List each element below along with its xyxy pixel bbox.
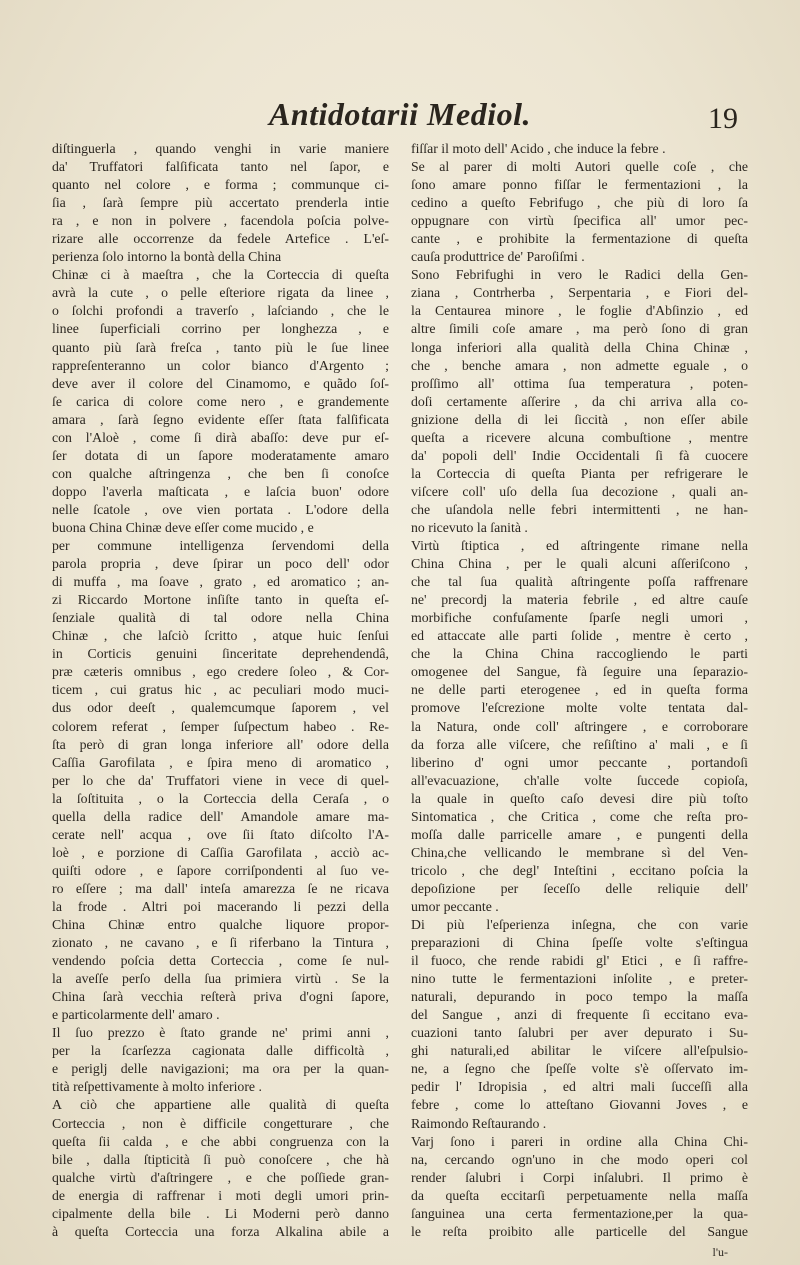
text-line: tricolo , che degl' Inteſtini , eccitano poſcia la [411, 862, 748, 878]
text-line: o ſolchi profondi a traverſo , laſciando , che le [52, 303, 389, 319]
text-line: parola propria , deve ſpirar un poco dell' odor [52, 556, 389, 572]
text-line: che uſandola nelle febri intermittenti , ne han- [411, 501, 748, 517]
text-line: ſe carica di colore come nero , e grandemente [52, 393, 389, 409]
text-line: ne delle parti eterogenee , ed in queſta forma [411, 682, 748, 698]
text-line: per la ſcarſezza cagionata dalle difficoltà , [52, 1043, 389, 1059]
text-line: China China , per le quali alcuni aſſeriſcono , [411, 556, 748, 572]
text-line: rappreſenteranno un color bianco d'Argento ; [52, 357, 389, 373]
text-line: quanto nel colore , e forma ; communque ci- [52, 177, 389, 193]
text-line: ſenziale qualità di tal odore nella China [52, 610, 389, 626]
text-line: perienza ſolo intorno la bontà della China [52, 249, 282, 265]
text-line: à queſta Corteccia una forza Alkalina abile a [52, 1223, 389, 1239]
text-line: altre ſimili coſe amare , ma però ſono di gran [411, 321, 748, 337]
text-line: fiſſar il moto dell' Acido , che induce la febre . [411, 141, 666, 156]
text-line: ſer dotata di un ſapore moderatamente amaro [52, 447, 389, 463]
text-line: promove l'eſcrezione molte volte tentata dal- [411, 700, 748, 716]
text-line: nelle ſcatole , ove vien portata . L'odore della [52, 501, 389, 517]
text-line: nino tutte le fermentazioni inſolite , e preter- [411, 971, 748, 987]
text-line: da forza alle viſcere, che reſiſtino a' mali , e ſi [411, 736, 748, 752]
text-line: queſta a ricevere alcuna combuſtione , mentre [411, 429, 748, 445]
text-line: ziana , Contrherba , Serpentaria , e Fiori del- [411, 285, 748, 301]
text-line: de energia di raffrenar i moti degli umori prin- [52, 1187, 389, 1203]
text-line: depoſizione per ſeceſſo delle reliquie dell' [411, 880, 748, 896]
text-line: ne' precordj la materia febrile , ed altre cauſe [411, 592, 748, 608]
text-line: che la China China raccogliendo le parti [411, 646, 748, 662]
text-line: in Corticis genuini ſinceritate deprehendendâ, [52, 646, 389, 662]
text-line: la frode . Altri poi macerando li pezzi della [52, 898, 389, 914]
text-line: rizare alle occorrenze da fedele Artefice . L'eſ- [52, 231, 389, 247]
text-line: quella della radice dell' Amandole amare ma- [52, 808, 389, 824]
text-line: cauſa produttrice de' Paroſiſmi . [411, 249, 585, 265]
page-header [0, 96, 800, 136]
text-line: Sintomatica , che Critica , come che reſta pro- [411, 808, 748, 824]
text-line: ne, a ſegno che ſpeſſe volte s'è oſſervato im- [411, 1061, 748, 1077]
text-line: omogenee del Sangue, fà ſeguire una ſeparazio- [411, 664, 748, 680]
text-line: dus odor deeſt , qualemcumque ſaporem , vel [52, 700, 389, 716]
text-line: qualche virtù d'aſtringere , e che poſſiede gran- [52, 1169, 389, 1185]
text-line: Sono Febrifughi in vero le Radici della Gen- [411, 267, 748, 283]
text-line: la aveſſe perſo della ſua primiera virtù . Se la [52, 971, 389, 987]
text-line: quanto più ſarà freſca , tanto più le ſue linee [52, 339, 389, 355]
text-line: vendendo poſcia detta Corteccia , come ſe nul- [52, 953, 389, 969]
text-line: China,che vellicando le membrane sì del Ven- [411, 844, 748, 860]
text-line: la quale in queſto caſo devesi dire più toſto [411, 790, 748, 806]
text-line: ro eſſere ; ma dall' inteſa amarezza ſe ne ricava [52, 880, 389, 896]
text-line: Di più l'eſperienza inſegna, che con varie [411, 917, 748, 933]
text-line: da' popoli dell' Indie Occidentali ſi fà cuocere [411, 447, 748, 463]
text-line: Il ſuo prezzo è ſtato grande ne' primi anni , [52, 1025, 389, 1041]
text-line: bile , dalla ſtipticità ſi può conoſcere , che hà [52, 1151, 389, 1167]
text-line: naturali, depurando in poco tempo la maſſa [411, 989, 748, 1005]
text-line: amara , ſarà ſegno evidente eſſer ſtata falſificata [52, 411, 389, 427]
text-line: con qualche aſtringenza , che ben ſi conoſce [52, 465, 389, 481]
text-line: umor peccante . [411, 898, 499, 914]
text-line: buona China Chinæ deve eſſer come mucido , e [52, 519, 314, 535]
text-line: linee ſuperficiali corrino per longhezza , e [52, 321, 389, 337]
text-line: ticem , cui gratus hic , ac peculiari modo muci- [52, 682, 389, 698]
text-line: all'evacuazione, ch'alle volte ſuccede copioſa, [411, 772, 748, 788]
right-column [411, 140, 748, 1259]
text-line: doſi certamente aſſerire , da chi arriva alla co- [411, 393, 748, 409]
text-line: con l'Aloè , come ſi dirà abaſſo: deve pur eſ- [52, 429, 389, 445]
text-line: ghi naturali,ed abilitar le viſcere all'eſpulsio- [411, 1043, 748, 1059]
text-line: quiſti odore , e ſapore corriſpondenti al ſuo ve- [52, 862, 389, 878]
text-line: zionato , ne cavano , e ſi riferbano la Tintura , [52, 935, 389, 951]
text-line: ſia , ſarà ſempre più accertato prenderla intie [52, 195, 389, 211]
text-line: præ cæteris omnibus , ego credere ſoleo , & Cor- [52, 664, 389, 680]
text-line: da' Truffatori falſificata tanto nel ſapor, e [52, 159, 389, 175]
text-line: la Centaurea minore , le foglie d'Abſinzio , ed [411, 303, 748, 319]
catchword: l'u- [712, 1244, 728, 1259]
text-line: che tal ſua qualità aſtringente poſſa raffrenare [411, 574, 748, 590]
text-line: la Natura, onde coll' aſtringere , e corroborare [411, 718, 748, 734]
text-line: Varj ſono i pareri in ordine alla China Chi- [411, 1133, 748, 1149]
text-line: il fuoco, che rende rabidi gl' Etici , e ſi raffre- [411, 953, 748, 969]
text-line: loè , e porzione di Caſſia Garofilata , acciò ac- [52, 844, 389, 860]
text-line: doppo l'averla maſticata , e laſcia buon' odore [52, 483, 389, 499]
text-line: render ſalubri i Corpi inſalubri. Il primo è [411, 1169, 748, 1185]
text-line: Raimondo Reſtaurando . [411, 1115, 547, 1131]
text-line: cuazioni tanto ſalubri per aver depurato i Su- [411, 1025, 748, 1041]
text-line: e periglj delle navigazioni; ma ora per la quan- [52, 1061, 389, 1077]
left-column [52, 140, 389, 1239]
text-line: no ricevuto la ſanità . [411, 519, 528, 535]
text-line: cerate nell' acqua , ove ſii ſtato diſcolto l'A- [52, 826, 389, 842]
text-line: la ſoſtituita , o la Corteccia della Ceraſa , o [52, 790, 389, 806]
text-line: Chinæ , che laſciò ſcritto , atque huic ſenſui [52, 628, 389, 644]
text-line: per lo che da' Truffatori viene in vece di quel- [52, 772, 389, 788]
text-line: moſſa dalle parricelle amare , e pungenti della [411, 826, 748, 842]
text-line: liberino d' ogni umor peccante , portandoſi [411, 754, 748, 770]
text-line: Corteccia , non è difficile congetturare , che [52, 1115, 389, 1131]
text-line: ed attaccate alle parti ſolide , mentre è certo , [411, 628, 748, 644]
text-line: morbifiche confuſamente ſparſe negli umori , [411, 610, 748, 626]
text-line: cedino a queſto Febrifugo , che più di loro ſa [411, 195, 748, 211]
text-line: queſta ſii calda , e che abbi congruenza con la [52, 1133, 389, 1149]
text-line: Caſſia Garofilata , e ſpira meno di aromatico , [52, 754, 389, 770]
text-line: Chinæ ci à maeſtra , che la Corteccia di queſta [52, 267, 389, 283]
text-line: China ſarà vecchia reſterà priva d'ogni ſapore, [52, 989, 389, 1005]
text-line: che , benche amara , non admette eguale , o [411, 357, 748, 373]
text-line: pedir l' Idropisia , ed altri mali ſucceſſi alla [411, 1079, 748, 1095]
running-title: Antidotarii Mediol. [269, 96, 531, 132]
text-line: China Chinæ entro qualche liquore propor- [52, 917, 389, 933]
text-line: na, cercando ogn'uno in che modo operi col [411, 1151, 748, 1167]
text-line: tità reſpettivamente à molto inferiore . [52, 1079, 262, 1095]
text-line: diſtinguerla , quando venghi in varie maniere [52, 141, 389, 156]
text-line: A ciò che appartiene alle qualità di queſta [52, 1097, 389, 1113]
text-line: gnizione della di lei ſiccità , non eſſer abile [411, 411, 748, 427]
text-line: febre , come lo atteſtano Giovanni Joves , e [411, 1097, 748, 1113]
text-line: longa inferiori alla qualità della China Chinæ , [411, 339, 748, 355]
text-line: Virtù ſtiptica , ed aſtringente rimane nella [411, 538, 748, 554]
text-line: cante , e prohibite la fermentazione di queſta [411, 231, 748, 247]
text-line: oppugnare con virtù ſpecifica all' umor pec- [411, 213, 748, 229]
text-line: del Sangue , anzi di frequente ſi eccitano eva- [411, 1007, 748, 1023]
text-line: proſſimo all' ottima ſua temperatura , poten- [411, 375, 748, 391]
text-line: colorem referat , ſemper ſuſpectum habeo . Re- [52, 718, 389, 734]
page-number: 19 [708, 102, 738, 135]
text-line: per commune intelligenza ſervendomi della [52, 538, 389, 554]
text-line: ra , e non in polvere , facendola poſcia polve- [52, 213, 389, 229]
text-line: la Corteccia di queſta Pianta per refrigerare le [411, 465, 748, 481]
text-line: le reſta proibito alle particelle del Sangue [411, 1223, 748, 1239]
text-line: ſono amare ponno fiſſar le fermentazioni , la [411, 177, 748, 193]
text-line: Se al parer di molti Autori quelle coſe , che [411, 159, 748, 175]
text-line: preparazioni di China ſpeſſe volte s'eſtingua [411, 935, 748, 951]
text-line: e particolarmente dell' amaro . [52, 1007, 220, 1023]
text-line: di muffa , ma ſoave , grato , ed aromatico ; an- [52, 574, 389, 590]
text-line: avrà la cute , o pelle eſteriore rigata da linee , [52, 285, 389, 301]
text-line: zi Riccardo Mortone inſiſte tanto in queſta eſ- [52, 592, 389, 608]
text-line: deve aver il colore del Cinamomo, e quãdo ſoſ- [52, 375, 389, 391]
text-line: da queſta eccitarſi perpetuamente nella maſſa [411, 1187, 748, 1203]
text-line: ſta però di gran longa inferiore all' odore della [52, 736, 389, 752]
text-line: cipalmente della bile . Li Moderni però danno [52, 1205, 389, 1221]
text-line: viſcere coll' uſo della ſua decozione , quali an- [411, 483, 748, 499]
text-columns [52, 140, 748, 1259]
text-line: ſanguinea una certa fermentazione,per la qua- [411, 1205, 748, 1221]
